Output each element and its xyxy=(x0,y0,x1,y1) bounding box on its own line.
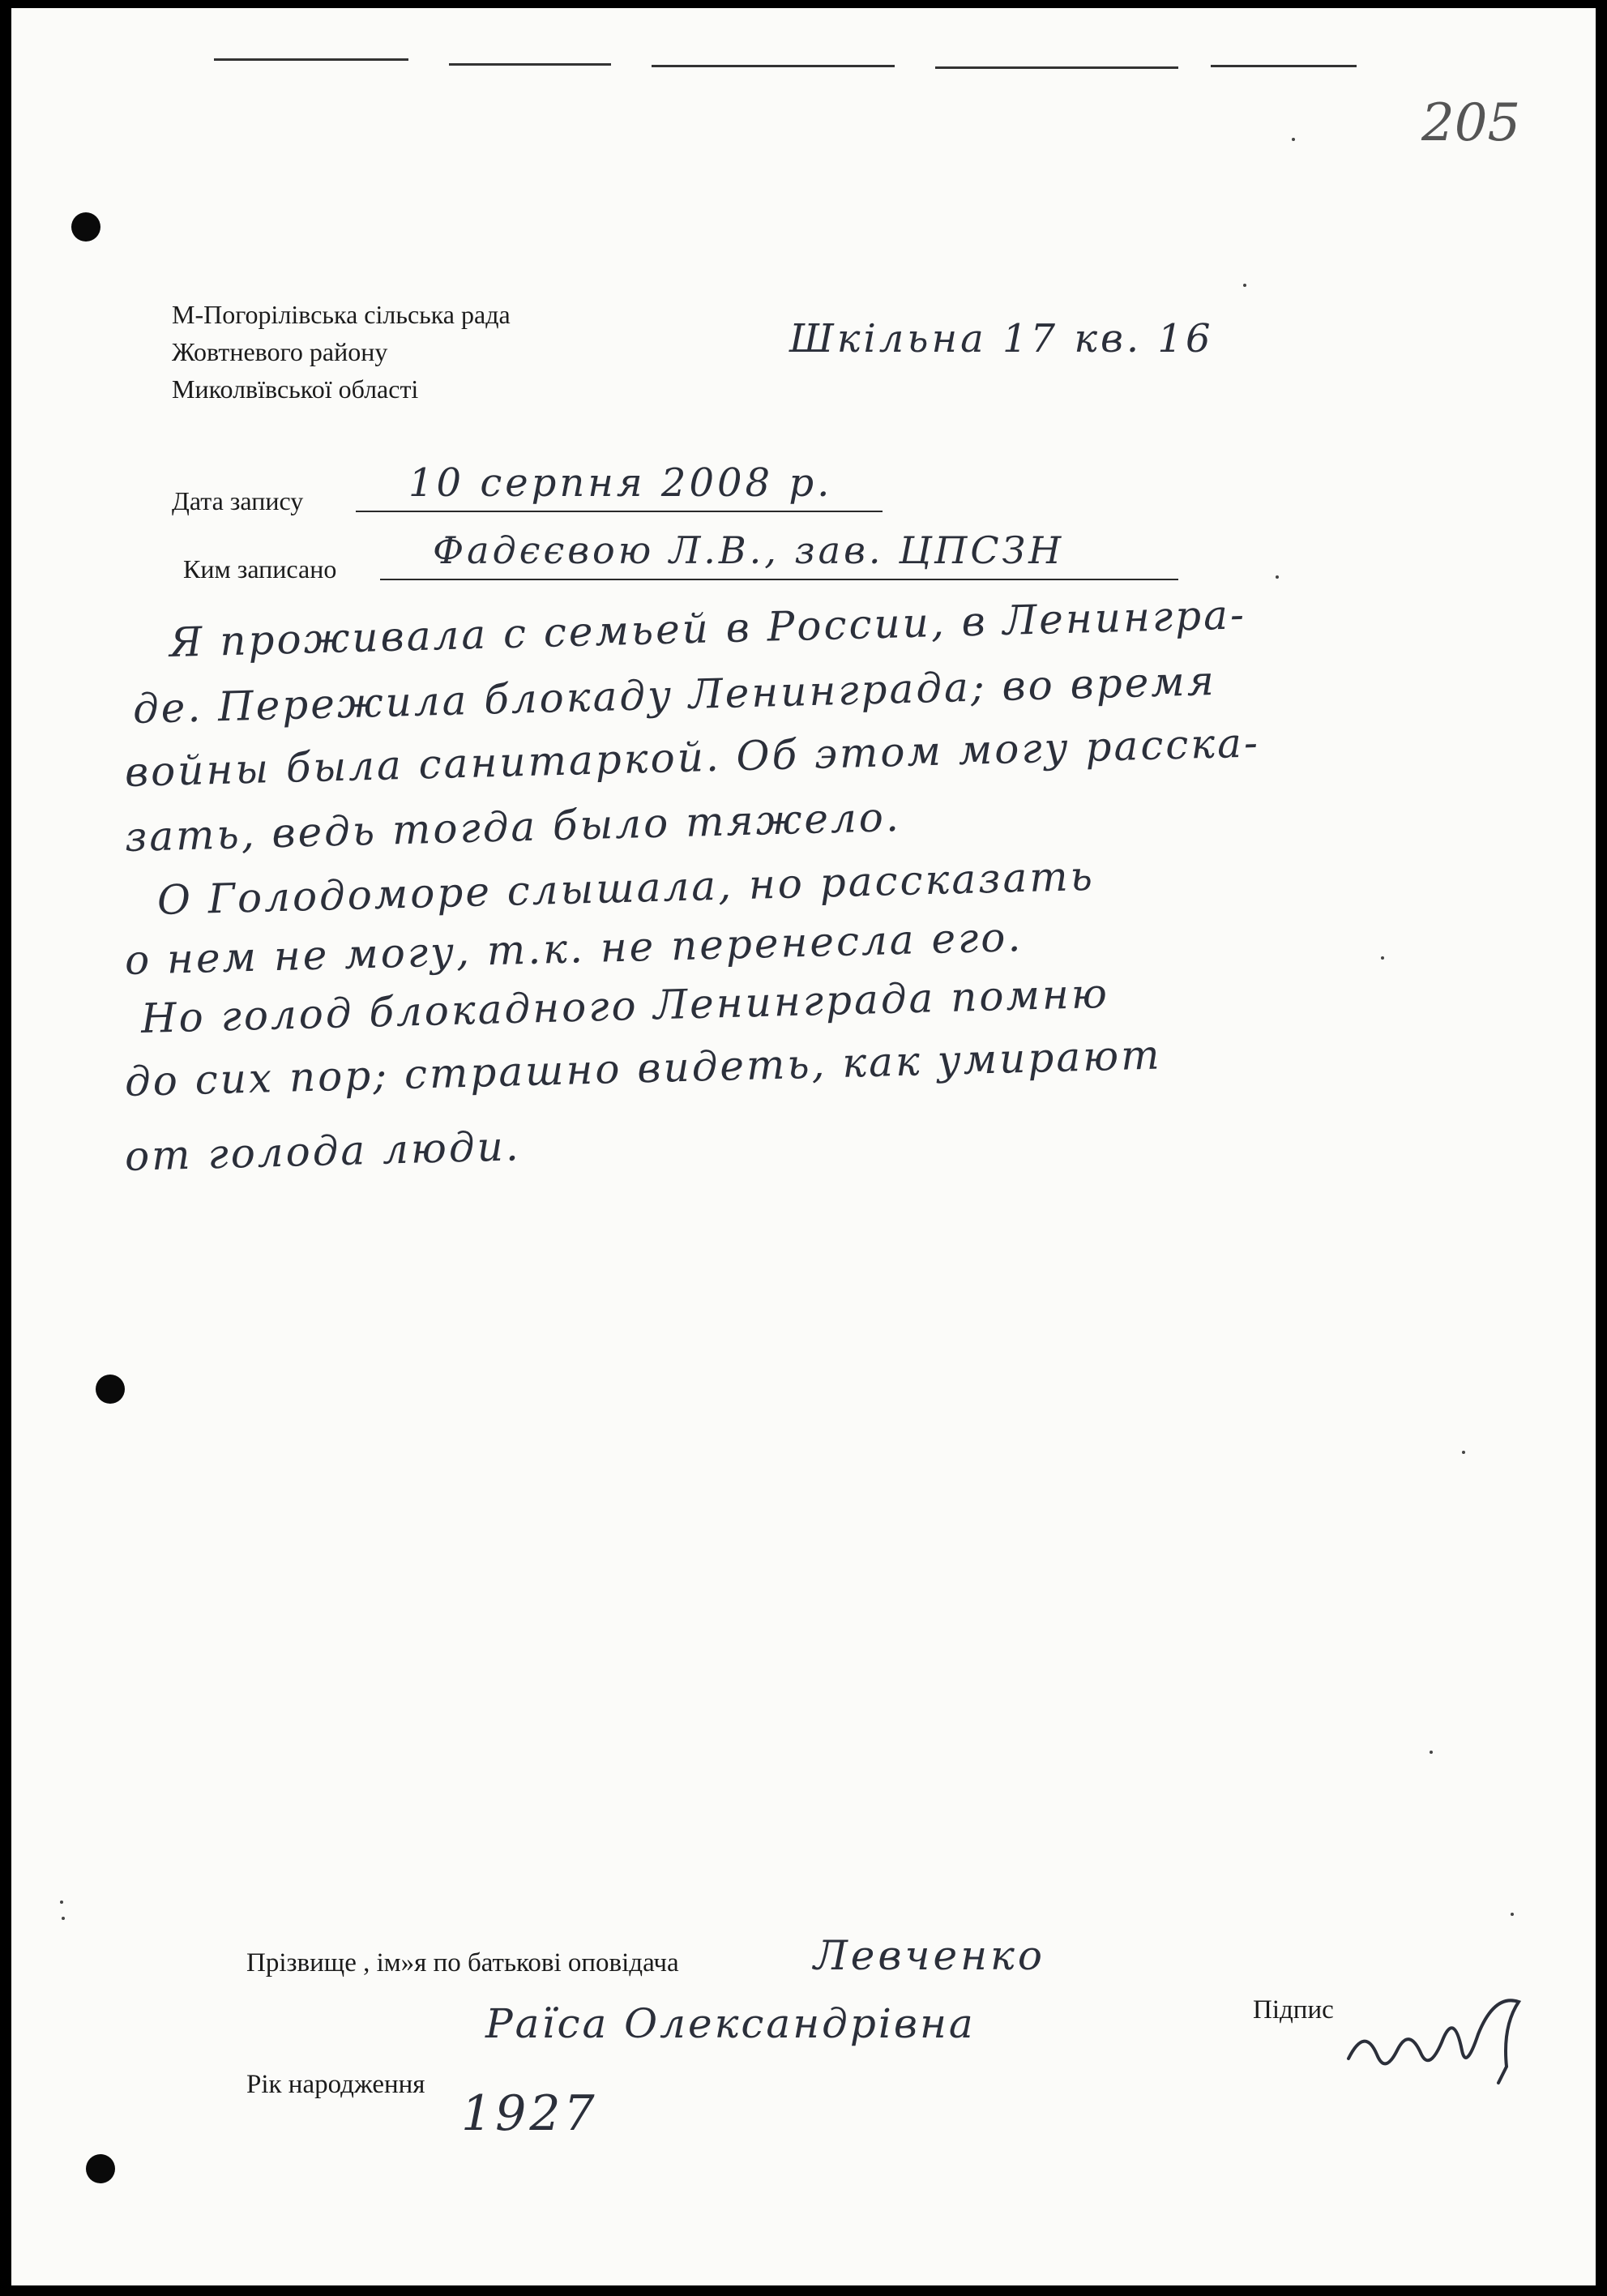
signature-image xyxy=(1332,1977,1543,2091)
top-dashed-rule xyxy=(1211,65,1357,67)
speck xyxy=(1462,1451,1465,1454)
narrator-name-label: Прізвище , ім»я по батькові оповідача xyxy=(246,1948,679,1977)
recorder-value: Фадєєвою Л.В., зав. ЦПСЗН xyxy=(433,528,1065,572)
top-dashed-rule xyxy=(652,65,895,67)
recorder-label: Ким записано xyxy=(183,554,337,584)
top-dashed-rule xyxy=(935,66,1178,69)
date-value: 10 серпня 2008 р. xyxy=(408,460,833,506)
testimony-line: зать, ведь тогда было тяжело. xyxy=(124,793,902,861)
testimony-line: от голода люди. xyxy=(124,1122,522,1180)
header-line-1: М-Погорілівська сільська рада xyxy=(172,300,511,329)
document-page xyxy=(11,8,1596,2285)
narrator-surname: Левченко xyxy=(814,1932,1046,1979)
speck xyxy=(1430,1751,1433,1754)
header-line-2: Жовтневого району xyxy=(172,337,388,366)
testimony-line: до сих пор; страшно видеть, как умирают xyxy=(124,1031,1163,1105)
speck xyxy=(1292,138,1295,141)
narrator-given-names: Раїса Олександрівна xyxy=(485,2000,976,2047)
testimony-line: Но голод блокадного Ленинграда помню xyxy=(140,969,1110,1042)
birth-year-label: Рік народження xyxy=(246,2070,425,2099)
date-underline xyxy=(356,511,883,512)
address: Шкільна 17 кв. 16 xyxy=(789,316,1214,361)
page-number: 205 xyxy=(1421,93,1521,153)
punch-hole xyxy=(96,1375,125,1404)
punch-hole xyxy=(86,2154,115,2183)
top-dashed-rule xyxy=(214,58,408,61)
header-line-3: Миколвївської області xyxy=(172,374,419,404)
testimony-line: о нем не могу, т.к. не перенесла его. xyxy=(124,913,1024,984)
testimony-line: де. Пережила блокаду Ленинграда; во время xyxy=(132,657,1217,733)
speck xyxy=(60,1901,63,1904)
birth-year: 1927 xyxy=(461,2085,598,2142)
top-dashed-rule xyxy=(449,63,611,66)
testimony-line: Я проживала с семьей в России, в Ленингра- xyxy=(169,591,1247,666)
speck xyxy=(1381,956,1384,960)
speck xyxy=(1243,284,1246,287)
testimony-line: О Голодоморе слышала, но рассказать xyxy=(156,852,1096,924)
testimony-line: войны была санитаркой. Об этом могу расска- xyxy=(124,719,1261,796)
speck xyxy=(1511,1913,1514,1916)
recorder-underline xyxy=(380,579,1178,580)
speck xyxy=(62,1917,65,1920)
signature-label: Підпис xyxy=(1253,1995,1334,2024)
speck xyxy=(1276,575,1279,579)
date-label: Дата запису xyxy=(172,486,304,515)
punch-hole xyxy=(71,212,100,242)
